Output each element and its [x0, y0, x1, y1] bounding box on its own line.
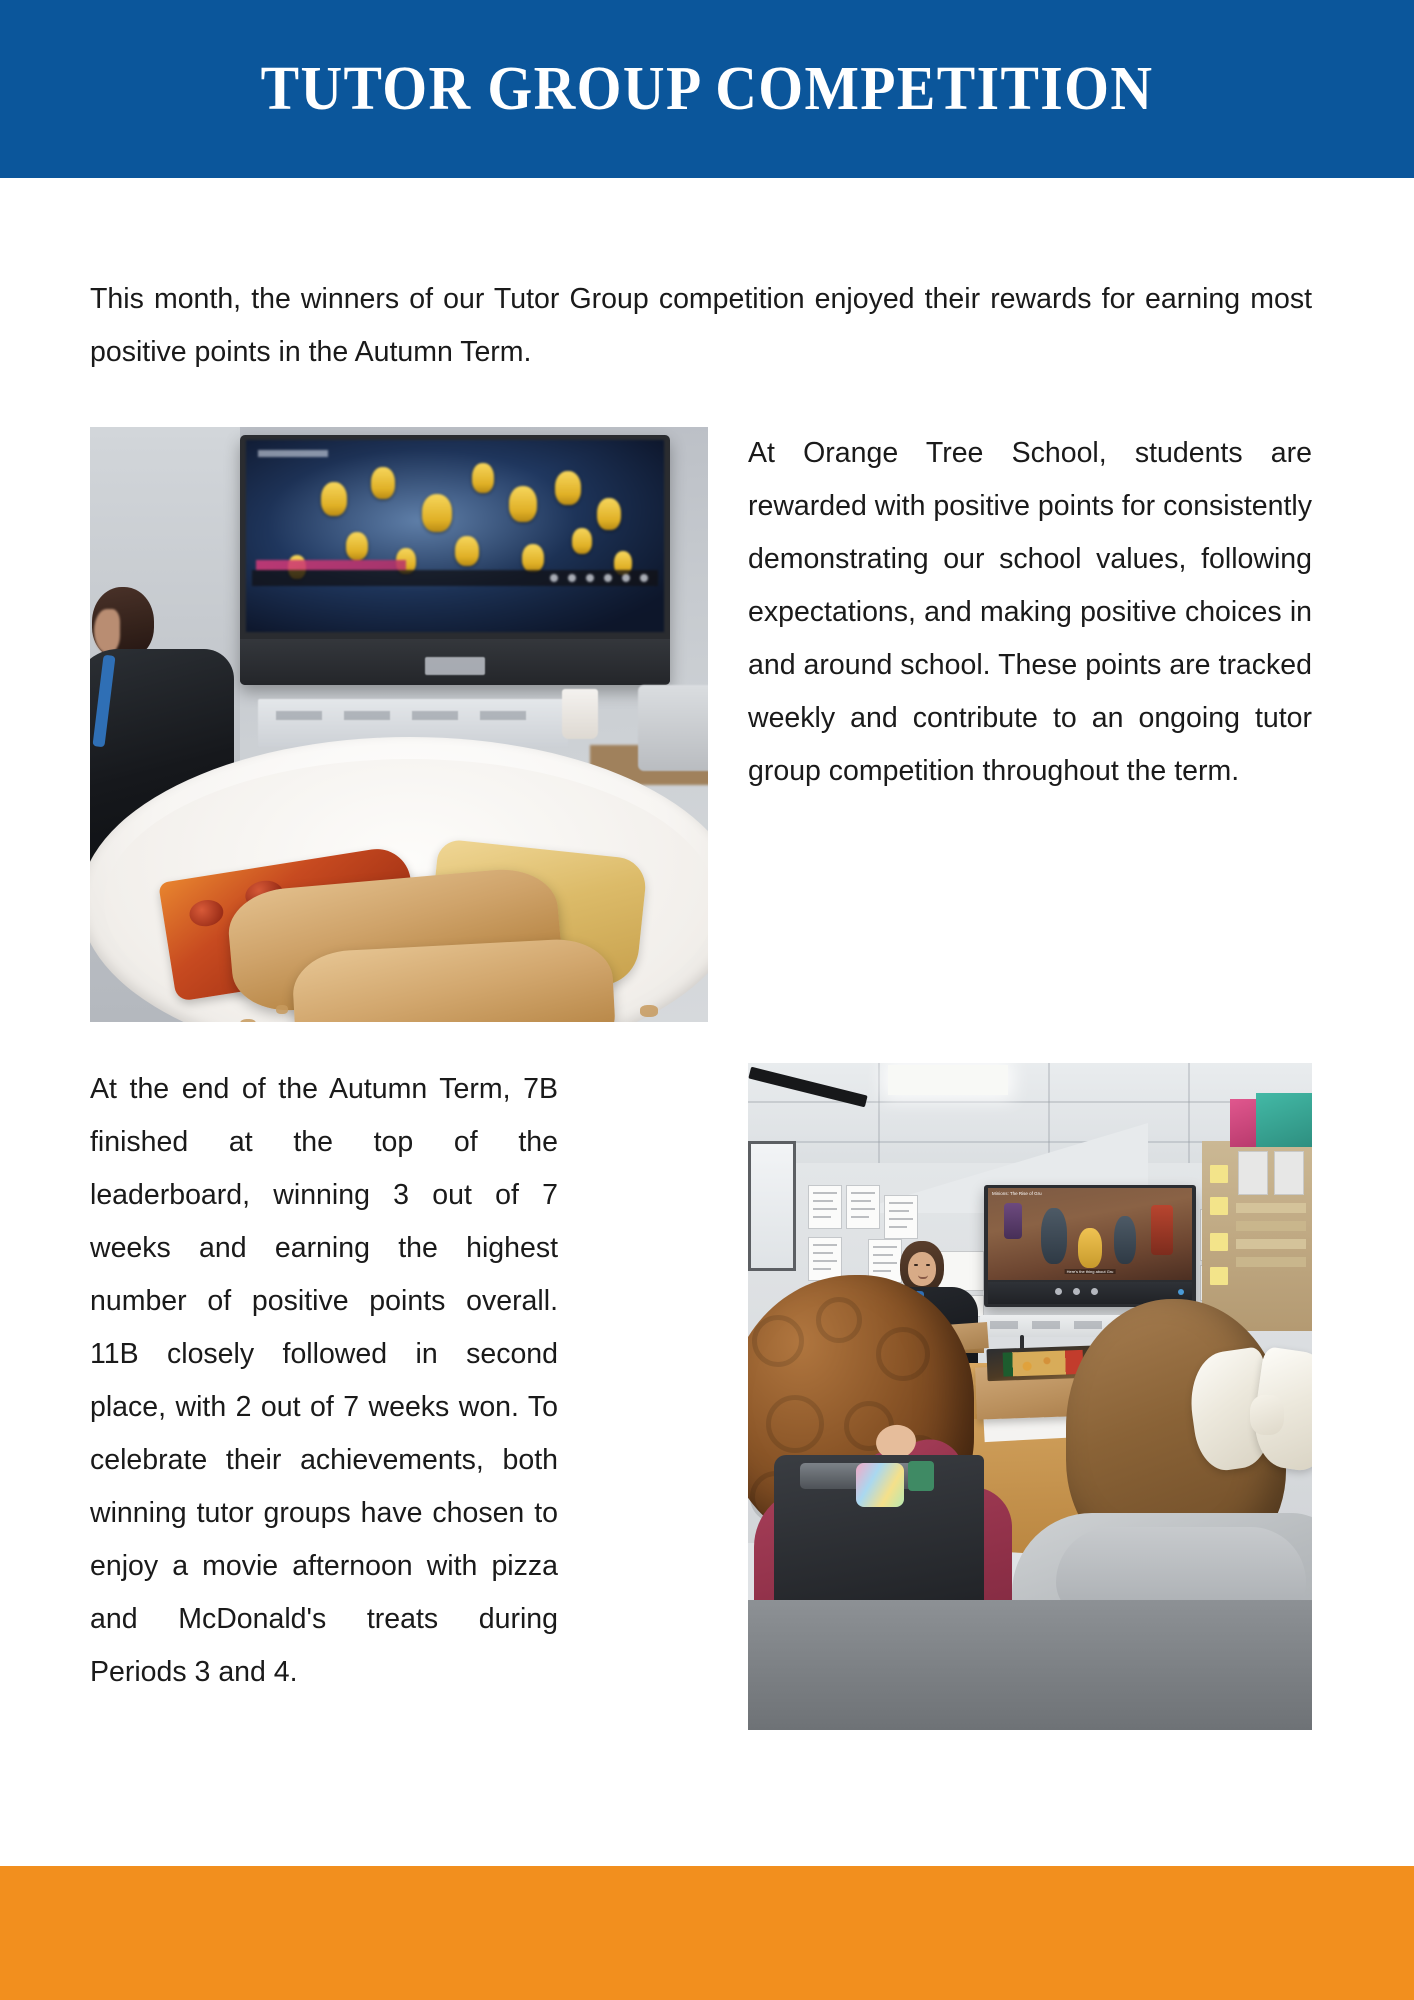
floor [748, 1600, 1312, 1730]
classroom-photo [748, 1063, 1312, 1730]
person-face [94, 609, 120, 653]
tv-display [240, 435, 670, 685]
hair-bow [1192, 1351, 1312, 1483]
tv-screen [246, 440, 664, 632]
tv-screen [988, 1188, 1192, 1280]
left-column-paragraph: At the end of the Autumn Term, 7B finished at the top of the leaderboard, winning 3 out of 7 weeks and earning the highest number of positive points overall. 11B closely followed in second place, with 2 out of 7 weeks won. To celebrate their achievements, both winning tutor groups have chosen to enjoy a movie afternoon with pizza and McDonald's treats during Periods 3 and 4. [90, 1073, 558, 1688]
tv-progress-bar [256, 560, 406, 570]
ceiling-light [888, 1065, 1008, 1095]
wall-worksheet [846, 1185, 880, 1229]
page-footer-band [0, 1866, 1414, 2000]
pizza-photo [90, 427, 708, 1022]
wall-worksheet [808, 1185, 842, 1229]
chair-lever [908, 1461, 934, 1491]
tv-title-overlay [258, 450, 328, 457]
page-content [0, 178, 1414, 1866]
tv-logo [425, 657, 485, 675]
hair-bow-knot [1250, 1395, 1284, 1435]
right-column-paragraph: At Orange Tree School, students are rewarded with positive points for consistently demonstrating our school values, following expectations, and making positive choices in and around school. These points are tracked weekly and contribute to an ongoing tutor group competition throughout the term. [748, 437, 1312, 787]
background-container [638, 685, 708, 771]
pizza-photo-scene [90, 427, 708, 1022]
tv-subtitle: Here's the thing about Gru [1066, 1269, 1114, 1274]
page-title: TUTOR GROUP COMPETITION [260, 55, 1154, 123]
tv-controls [1055, 1287, 1125, 1297]
page-header-band [0, 0, 1414, 178]
tv-movie-title: Minions: The Rise of Gru [992, 1191, 1042, 1196]
wall-worksheet [884, 1195, 918, 1239]
tv-bezel [240, 639, 670, 685]
water-bottle [856, 1463, 904, 1507]
intro-paragraph: This month, the winners of our Tutor Group competition enjoyed their rewards for earning most positive points in the Autumn Term. [90, 283, 1312, 368]
classroom-tv [984, 1185, 1196, 1307]
window [748, 1141, 796, 1271]
tv-control-bar [252, 570, 658, 586]
classroom-photo-scene [748, 1063, 1312, 1730]
paper-cup [562, 689, 598, 739]
